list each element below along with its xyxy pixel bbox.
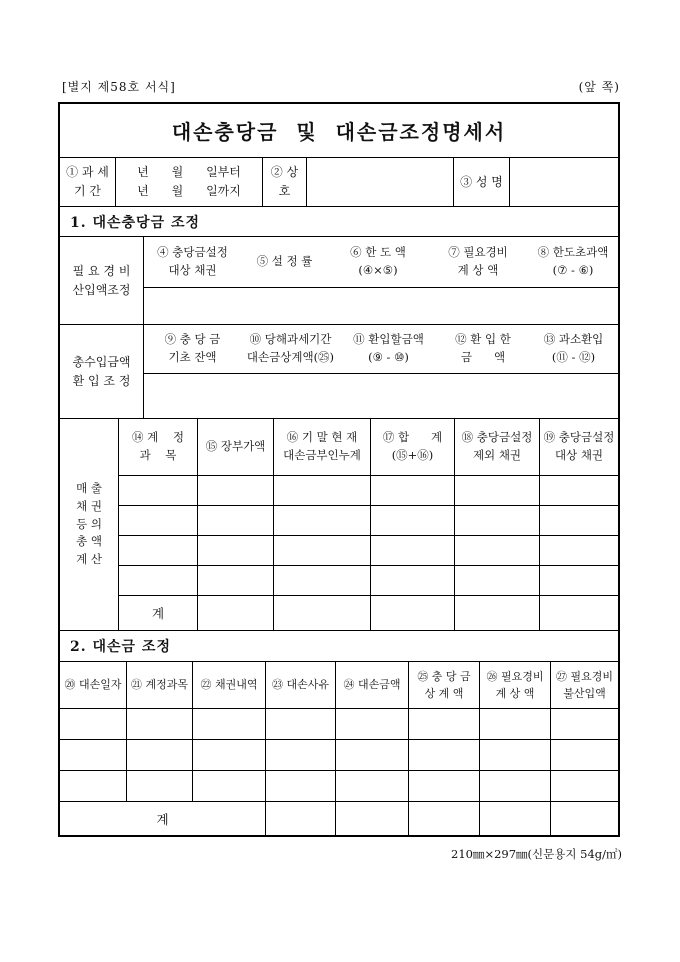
page-margin-notices [0, 0, 680, 95]
table-row [60, 709, 618, 740]
input-cell[interactable] [551, 771, 618, 801]
input-cell[interactable] [455, 476, 540, 505]
person-name-label-line: ③ 성 명 [460, 174, 503, 189]
header-expense-recorded: ㉖ 필요경비 계 상 액 [480, 662, 551, 708]
receivables-grid [119, 419, 618, 630]
tax-period-label [60, 158, 116, 206]
input-cell[interactable] [529, 374, 618, 418]
input-cell[interactable] [480, 709, 551, 739]
refund-label-line2: 환 입 조 정 [72, 373, 131, 388]
input-cell[interactable] [336, 740, 409, 770]
input-cell[interactable] [274, 506, 371, 535]
bad-debt-total-row [60, 802, 618, 835]
input-cell[interactable] [455, 536, 540, 565]
col-under-refund [529, 325, 618, 418]
input-cell[interactable] [266, 802, 336, 835]
header-offset-amount: ⑩ 당해과세기간 대손금상계액(㉕) [241, 325, 340, 374]
input-cell[interactable] [551, 709, 618, 739]
section2-title: 2. 대손금 조정 [60, 631, 618, 662]
gross-income-row-label [60, 325, 144, 418]
input-cell[interactable] [480, 771, 551, 801]
header-refundable: ⑪ 환입할금액 (⑨ - ⑩) [340, 325, 437, 374]
input-cell[interactable] [119, 476, 198, 505]
input-cell[interactable] [119, 506, 198, 535]
header-expense-recorded: ⑦ 필요경비 계 상 액 [428, 237, 528, 288]
company-name-value-cell[interactable] [307, 158, 454, 206]
col-expense-recorded [428, 237, 528, 324]
header-bad-debt-reason: ㉓ 대손사유 [266, 662, 336, 708]
input-cell[interactable] [144, 374, 241, 418]
input-cell[interactable] [371, 596, 455, 630]
input-cell[interactable] [60, 771, 127, 801]
tax-period-label-line1: ① 과 세 [66, 165, 109, 180]
input-cell[interactable] [551, 802, 618, 835]
header-receivable-detail: ㉒ 채권내역 [193, 662, 266, 708]
table-row [60, 771, 618, 802]
col-allowance-target [144, 237, 241, 324]
total-label-cell: 계 [60, 802, 266, 835]
header-expense-disallowed: ㉗ 필요경비 불산입액 [555, 669, 613, 700]
company-name-label [263, 158, 307, 206]
input-cell[interactable] [409, 709, 480, 739]
section1-title: 1. 대손충당금 조정 [60, 207, 618, 237]
person-name-value-cell[interactable] [510, 158, 618, 206]
input-cell[interactable] [193, 740, 266, 770]
col-limit [328, 237, 428, 324]
header-account-title: ㉑ 계정과목 [127, 662, 193, 708]
form-outer-box [58, 102, 620, 837]
input-cell[interactable] [455, 506, 540, 535]
col-refunded [437, 325, 529, 418]
input-cell[interactable] [437, 374, 529, 418]
input-cell[interactable] [540, 566, 618, 595]
input-cell[interactable] [144, 288, 241, 324]
person-name-label [454, 158, 510, 206]
input-cell[interactable] [127, 771, 193, 801]
front-page-notice: (앞 쪽) [578, 80, 620, 94]
input-cell[interactable] [371, 566, 455, 595]
company-name-label-line2: 호 [278, 184, 291, 198]
input-cell[interactable] [119, 566, 198, 595]
header-limit: ⑥ 한 도 액 (④×⑤) [328, 237, 428, 288]
col-refundable [340, 325, 437, 418]
input-cell[interactable] [409, 771, 480, 801]
period-from-line: 년 월 일부터 [137, 165, 241, 180]
input-cell[interactable] [551, 740, 618, 770]
input-cell[interactable] [340, 374, 437, 418]
paper-size-note: 210㎜×297㎜(신문용지 54g/㎡) [451, 847, 622, 861]
receivables-total-row [119, 596, 618, 630]
input-cell[interactable] [371, 476, 455, 505]
input-cell[interactable] [266, 740, 336, 770]
input-cell[interactable] [371, 536, 455, 565]
company-name-label-line1: ② 상 [270, 165, 299, 180]
header-excess: ⑧ 한도초과액 (⑦ - ⑥) [528, 237, 618, 288]
input-cell[interactable] [336, 709, 409, 739]
input-cell[interactable] [428, 288, 528, 324]
header-opening-balance: ⑨ 충 당 금 기초 잔액 [144, 325, 241, 374]
input-cell[interactable] [266, 709, 336, 739]
input-cell[interactable] [274, 536, 371, 565]
col-opening-balance [144, 325, 241, 418]
header-account-title: ⑭ 계 정 과 목 [119, 419, 198, 475]
input-cell[interactable] [274, 476, 371, 505]
col-offset-amount [241, 325, 340, 418]
header-yearend-disallowed: ⑯ 기 말 현 재 대손금부인누계 [274, 419, 371, 475]
input-cell[interactable] [274, 596, 371, 630]
input-cell[interactable] [540, 536, 618, 565]
table-row [119, 476, 618, 506]
input-cell[interactable] [119, 536, 198, 565]
input-cell[interactable] [193, 709, 266, 739]
table-row [119, 506, 618, 536]
input-cell[interactable] [540, 506, 618, 535]
input-cell[interactable] [60, 740, 127, 770]
table-row [60, 740, 618, 771]
header-rate: ⑤ 설 정 률 [241, 237, 328, 288]
table-row [119, 536, 618, 566]
header-allowance-target: ④ 충당금설정 대상 채권 [144, 237, 241, 288]
expense-inclusion-row-label [60, 237, 144, 324]
input-cell[interactable] [328, 288, 428, 324]
input-cell[interactable] [127, 740, 193, 770]
col-rate [241, 237, 328, 324]
input-cell[interactable] [336, 771, 409, 801]
input-cell[interactable] [409, 802, 480, 835]
header-sum: ⑰ 합 계 (⑮+⑯) [371, 419, 455, 475]
period-to-line: 년 월 일까지 [137, 184, 241, 198]
expense-inclusion-table [60, 237, 618, 325]
receivables-header-row [119, 419, 618, 476]
input-cell[interactable] [266, 771, 336, 801]
header-excluded-receivables: ⑱ 충당금설정 제외 채권 [455, 419, 540, 475]
input-cell[interactable] [528, 288, 618, 324]
input-cell[interactable] [198, 596, 274, 630]
header-target-receivables: ⑲ 충당금설정 대상 채권 [543, 430, 615, 462]
expense-label-line1: 필 요 경 비 [72, 263, 131, 278]
input-cell[interactable] [241, 288, 328, 324]
input-cell[interactable] [198, 536, 274, 565]
input-cell[interactable] [409, 740, 480, 770]
input-cell[interactable] [540, 476, 618, 505]
input-cell[interactable] [455, 596, 540, 630]
input-cell[interactable] [274, 566, 371, 595]
input-cell[interactable] [193, 771, 266, 801]
header-bad-debt-amount: ㉔ 대손금액 [336, 662, 409, 708]
bad-debt-header-row [60, 662, 618, 709]
info-row [60, 158, 618, 207]
total-label-cell: 계 [119, 596, 198, 630]
refund-label-line1: 총수입금액 [72, 354, 131, 369]
header-book-value: ⑮ 장부가액 [198, 419, 274, 475]
col-excess [528, 237, 618, 324]
input-cell[interactable] [455, 566, 540, 595]
receivables-row-label: 매 출 채 권 등 의 총 액 계 산 [60, 419, 119, 630]
input-cell[interactable] [198, 476, 274, 505]
input-cell[interactable] [127, 709, 193, 739]
receivables-total-table [60, 419, 618, 631]
input-cell[interactable] [60, 709, 127, 739]
input-cell[interactable] [198, 506, 274, 535]
gross-income-refund-table [60, 325, 618, 419]
input-cell[interactable] [480, 740, 551, 770]
tax-period-label-line2: 기 간 [74, 184, 101, 198]
bad-debt-table [60, 662, 618, 835]
input-cell[interactable] [540, 596, 618, 630]
header-allowance-offset: ㉕ 충 당 금 상 계 액 [409, 662, 480, 708]
input-cell[interactable] [480, 802, 551, 835]
input-cell[interactable] [241, 374, 340, 418]
header-bad-debt-date: ⑳ 대손일자 [60, 662, 127, 708]
expense-label-line2: 산입액조정 [72, 282, 131, 297]
table-row [119, 566, 618, 596]
input-cell[interactable] [336, 802, 409, 835]
header-under-refund: ⑬ 과소환입 (⑪ - ⑫) [529, 325, 618, 374]
form-number-notice: [별지 제58호 서식] [62, 80, 176, 94]
tax-period-value-cell[interactable] [116, 158, 263, 206]
input-cell[interactable] [371, 506, 455, 535]
input-cell[interactable] [198, 566, 274, 595]
header-refunded: ⑫ 환 입 한 금 액 [437, 325, 529, 374]
form-title: 대손충당금 및 대손금조정명세서 [60, 104, 618, 158]
